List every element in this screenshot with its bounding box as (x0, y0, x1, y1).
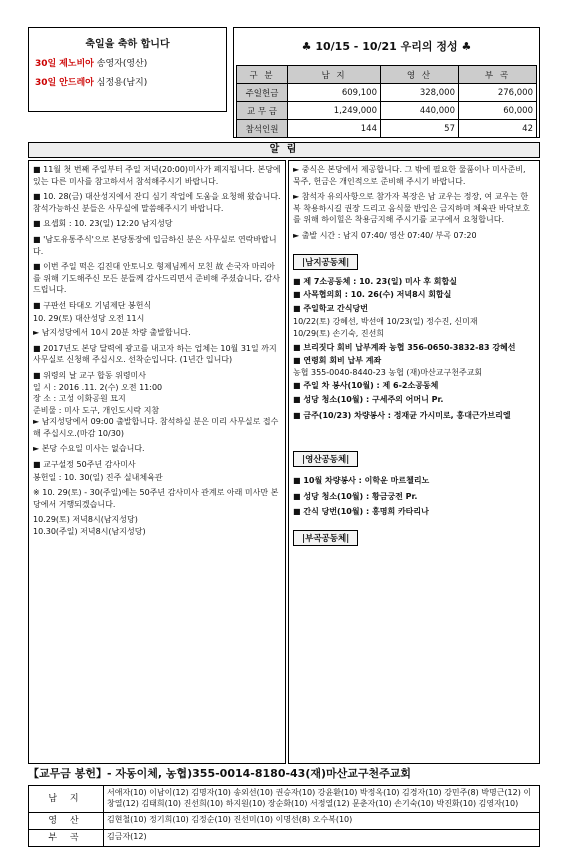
offering-row-label: 주일헌금 (237, 84, 288, 102)
offering-row-label: 교 무 금 (237, 102, 288, 120)
section-title-bugok: |부곡공동체| (293, 530, 358, 546)
birthday-names: 송영자(영산) (96, 59, 148, 69)
notice-item: ■ 교구설정 50주년 감사미사 (33, 460, 136, 470)
offering-value: 328,000 (381, 84, 459, 102)
notice-item: ► 남지성당에서 10시 20분 차량 출발합니다. (33, 328, 191, 338)
notice-item: ■ '남도유통주식'으로 본당통장에 입금하신 분은 사무실로 연락바랍니다. (33, 234, 277, 256)
section-item: ■ 간식 당번(10월) : 홍명희 카타리나 (293, 507, 429, 517)
section-item: 10/22(토) 강혜선, 박선애 10/23(일) 정수진, 신미재 (293, 317, 478, 327)
section-item: ■ 제 7소공동체 : 10. 23(일) 미사 후 회합실 (293, 276, 457, 286)
birthday-row (35, 56, 226, 69)
section-title-namji: |남지공동체| (293, 254, 358, 270)
offering-table (236, 65, 537, 138)
notice-item: 10.29(토) 저녁8시(남지성당) (33, 515, 138, 525)
offering-value: 144 (288, 120, 381, 138)
notice-item: ■ 2017년도 본당 달력에 광고를 내고자 하는 업체는 10월 31일 까지 사무실로 신청해 주십시오. 선착순입니다. (1년간 입니다) (33, 343, 277, 365)
notice-item: ■ 이번 주일 떡은 김진대 안토니오 형제님께서 모친 故 손국자 마리아를 위해 기도해주신 모든 분들께 감사드리면서 준비해 주셨습니다, 감사드립니다. (33, 262, 280, 295)
service-names: 서애자(10) 이남이(12) 김명자(10) 송외선(10) 권승자(10) 강윤환(10) 박정옥(10) 김경자(10) 강민주(8) 박명근(12) 이창열(12) 김태희(10) 진선희(10) 하지원(10) 장순화(10) 서정열(12) 문춘자(10) 손기숙(10) 박진화(10) 김영자(10) (104, 786, 540, 813)
notice-item: 준비물 : 미사 도구, 개인도시락 지참 (33, 405, 160, 415)
notice-item: ► 본당 수요일 미사는 없습니다. (33, 444, 145, 454)
offering-value: 57 (381, 120, 459, 138)
service-names: 김금자(12) (104, 829, 540, 846)
account-info: 【교무금 봉헌】- 자동이체, 농협)355-0014-8180-43(재)마산교구천주교회 (28, 767, 412, 780)
offering-header: 부 곡 (458, 66, 536, 84)
section-item: ■ 금주(10/23) 차량봉사 : 정재균 가시미로, 홍대근가브리엘 (293, 410, 511, 420)
service-label: 영 산 (29, 812, 104, 829)
notice-item: 일 시 : 2016 .11. 2(수) 오전 11:00 (33, 382, 163, 392)
section-item: 10/29(토) 손기숙, 진선희 (293, 328, 385, 338)
notice-item: ► 참석자 유의사항으로 참가자 복장은 남 교우는 정장, 여 교우는 한복 착용하시길 권장 드리고 음식물 반입은 금지하며 체육관 바닥보호를 위해 하이힐은 착용금지해 주시기를 교구에서 요청합니다. (293, 192, 530, 225)
notice-item: ■ 요셉회 : 10. 23(일) 12:20 남지성당 (33, 219, 173, 229)
offering-value: 60,000 (458, 102, 536, 120)
offering-header: 남 지 (288, 66, 381, 84)
birthday-names: 심정용(남지) (96, 78, 148, 88)
notice-item: ■ 11월 첫 번째 주일부터 주일 저녁(20:00)미사가 폐지됩니다. 본당에 있는 다른 미사를 참고하셔서 참석해주시기 바랍니다. (33, 165, 281, 186)
notice-item: ► 출발 시간 : 남지 07:40/ 영산 07:40/ 부곡 07:20 (293, 230, 477, 240)
section-item: ■ 연령회 회비 납부 계좌 (293, 356, 382, 366)
offering-value: 42 (458, 120, 536, 138)
offering-header: 영 산 (381, 66, 459, 84)
birthday-title: 축일을 축하 합니다 (85, 39, 170, 50)
offering-value: 440,000 (381, 102, 459, 120)
notice-item: ► 남지성당에서 09:00 출발합니다. 참석하실 분은 미리 사무실로 접수해 주십시오.(마감 10/30) (33, 417, 279, 438)
offering-value: 1,249,000 (288, 102, 381, 120)
birthday-saint: 안드레아 (59, 78, 94, 88)
notice-item: ※ 10. 29(토) - 30(주일)에는 50주년 감사미사 관계로 아래 미사만 본당에서 거행되겠습니다. (33, 488, 279, 509)
birthday-row (35, 75, 226, 88)
section-item: ■ 브리짓다 회비 납부계좌 농협 356-0650-3832-83 강혜선 (293, 342, 516, 352)
birthday-box (28, 27, 227, 112)
section-item: 농협 355-0040-8440-23 농협 (재)마산교구천주교회 (293, 367, 483, 377)
section-item: ■ 주일학교 간식당번 (293, 303, 368, 313)
section-item: ■ 성당 청소(10월) : 구세주의 어머니 Pr. (293, 394, 444, 404)
service-names: 김현철(10) 정기희(10) 김정순(10) 진선미(10) 이명선(8) 오수복(10) (104, 812, 540, 829)
notice-title: 알 림 (28, 142, 540, 158)
notice-item: 10. 29(토) 대산성당 오전 11시 (33, 313, 145, 323)
notice-item: ■ 구판선 타대오 기념제단 봉헌식 (33, 300, 152, 310)
section-title-yeongsan: |영산공동체| (293, 451, 358, 467)
offering-row-label: 참석인원 (237, 120, 288, 138)
birthday-saint: 제노비아 (59, 59, 94, 69)
notice-left-column (28, 160, 286, 764)
notice-item: 장 소 : 고성 이화공원 묘지 (33, 394, 126, 404)
notice-item: 봉헌일 : 10. 30(일) 진주 실내체육관 (33, 472, 163, 482)
offering-title: ♣ 10/15 - 10/21 우리의 정성 ♣ (301, 40, 472, 53)
section-item: ■ 10월 차량봉사 : 이학운 마르첼리노 (293, 476, 430, 486)
section-item: ■ 성당 청소(10월) : 황금궁전 Pr. (293, 491, 418, 501)
service-label: 부 곡 (29, 829, 104, 846)
section-item: ■ 사목협의회 : 10. 26(수) 저녁8시 회합실 (293, 290, 452, 300)
birthday-date: 30일 (35, 78, 57, 88)
notice-item: ► 중식은 본당에서 제공합니다. 그 밖에 필요한 물품이나 미사준비, 묵주, 헌금은 개인적으로 준비해 주시기 바랍니다. (293, 165, 526, 186)
notice-right-column (288, 160, 540, 764)
notice-item: 10.30(주일) 저녁8시(남지성당) (33, 527, 146, 537)
section-item: ■ 주일 차 봉사(10월) : 제 6-2소공동체 (293, 381, 439, 391)
offering-header: 구 분 (237, 66, 288, 84)
birthday-date: 30일 (35, 59, 57, 69)
offering-value: 609,100 (288, 84, 381, 102)
offering-value: 276,000 (458, 84, 536, 102)
notice-item: ■ 10. 28(금) 대산성지에서 잔디 심기 작업에 도움을 요청해 왔습니다. 참석가능하신 분들은 사무실에 말씀해주시기 바랍니다. (33, 192, 281, 213)
offering-box (233, 27, 540, 138)
notice-item: ■ 위령의 날 교구 합동 위령미사 (33, 370, 147, 380)
service-table (28, 785, 540, 847)
service-label: 남 지 (29, 786, 104, 813)
